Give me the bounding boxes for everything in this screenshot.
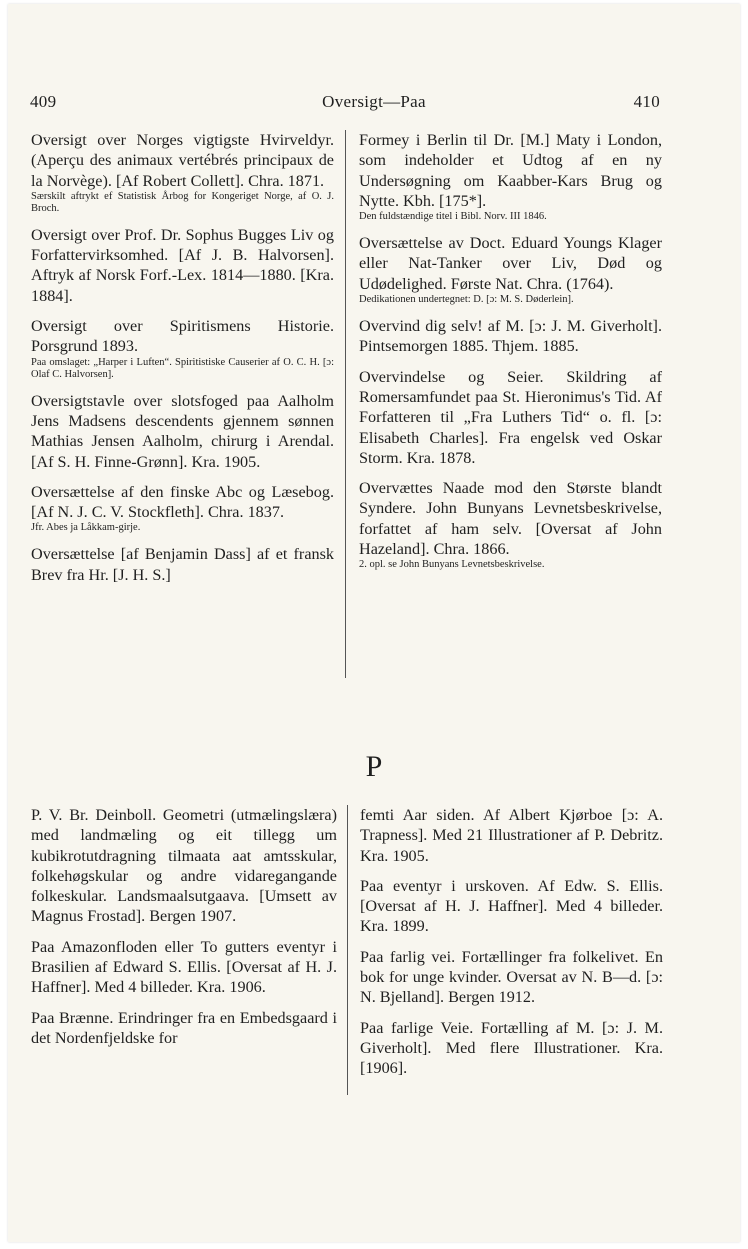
bibliography-entry	[359, 478, 662, 571]
bibliography-entry	[31, 391, 334, 472]
entry-text: Paa farlige Veie. Fortælling af M. [ɔ: J. M. Giverholt]. Med flere Illustrationer. Kra. [1906].	[360, 1018, 663, 1078]
top-left-column	[31, 130, 334, 595]
entry-text: femti Aar siden. Af Albert Kjørboe [ɔ: A. Trapness]. Med 21 Illustrationer af P. Debritz. Kra. 1905.	[360, 806, 663, 865]
entry-text: Overvættes Naade mod den Største blandt Syndere. John Bunyans Levnetsbeskrivelse, forfattet af ham selv. [Oversat af John Hazeland]. Chra. 1866.	[359, 479, 662, 559]
section-letter: P	[365, 750, 383, 783]
entry-text: Paa eventyr i urskoven. Af Edw. S. Ellis. [Oversat af H. J. Haffner]. Med 4 billeder. Kra. 1899.	[360, 876, 663, 936]
entry-text: Paa Amazonfloden eller To gutters eventyr i Brasilien af Edward S. Ellis. [Oversat af H. J. Haffner]. Med 4 billeder. Kra. 1906.	[31, 937, 337, 997]
entry-note: Paa omslaget: „Harper i Luften“. Spiritistiske Causerier af O. C. H. [ɔ: Olaf C. Halvorsen].	[31, 356, 334, 380]
entry-text: Oversættelse [af Benjamin Dass] af et fransk Brev fra Hr. [J. H. S.]	[31, 545, 334, 584]
entry-text: Oversigtstavle over slotsfoged paa Aalholm Jens Madsens descendents gjennem sønnen Mathias Jensen Aalholm, chirurg i Arendal. [Af S. H. Finne-Grønn]. Kra. 1905.	[31, 391, 334, 471]
bibliography-entry	[360, 1018, 663, 1079]
running-title: Oversigt—Paa	[322, 92, 426, 111]
top-right-column	[359, 130, 662, 581]
bibliography-entry	[31, 805, 337, 927]
bottom-right-column	[360, 805, 663, 1089]
bibliography-entry	[31, 482, 334, 535]
column-divider-bottom	[347, 805, 348, 1095]
entry-note: 2. opl. se John Bunyans Levnetsbeskrivelse.	[359, 559, 545, 571]
entry-text: Oversigt over Norges vigtigste Hvirveldyr. (Aperçu des animaux vertébrés principaux de la Norvège). [Af Robert Collett]. Chra. 1871.	[31, 131, 334, 190]
entry-text: Oversættelse av Doct. Eduard Youngs Klager eller Nat-Tanker over Liv, Død og Udødelighed. Første Nat. Chra. (1764).	[359, 234, 662, 293]
entry-text: Oversigt over Spiritismens Historie. Porsgrund 1893.	[31, 317, 334, 356]
entry-note: Dedikationen undertegnet: D. [ɔ: M. S. Døderlein].	[359, 294, 574, 306]
left-page-number: 409	[30, 92, 57, 111]
bibliography-entry	[31, 316, 334, 381]
bibliography-entry	[359, 367, 662, 468]
bibliography-entry	[360, 947, 663, 1008]
bibliography-entry	[31, 225, 334, 306]
bibliography-entry	[359, 130, 662, 223]
entry-text: Overvind dig selv! af M. [ɔ: J. M. Giverholt]. Pintsemorgen 1885. Thjem. 1885.	[359, 317, 662, 356]
entry-text: Formey i Berlin til Dr. [M.] Maty i London, som indeholder et Udtog af en ny Undersøgning om Kaabber-Kars Brug og Nytte. Kbh. [175*].	[359, 131, 662, 210]
right-page-number: 410	[633, 92, 660, 111]
column-divider-top	[345, 130, 346, 678]
bibliography-entry	[360, 876, 663, 937]
bibliography-entry	[31, 130, 334, 215]
entry-note: Den fuldstændige titel i Bibl. Norv. III 1846.	[359, 211, 547, 223]
bibliography-entry	[359, 233, 662, 306]
bibliography-entry	[31, 1008, 337, 1049]
entry-note: Jfr. Abes ja Låkkam-girje.	[31, 522, 141, 534]
bibliography-entry	[360, 805, 663, 866]
entry-text: Oversættelse af den finske Abc og Læsebog. [Af N. J. C. V. Stockfleth]. Chra. 1837.	[31, 482, 334, 522]
bibliography-entry	[359, 316, 662, 357]
entry-text: Overvindelse og Seier. Skildring af Romersamfundet paa St. Hieronimus's Tid. Af Forfatteren til „Fra Luthers Tid“ o. fl. [ɔ: Elisabeth Charles]. Fra engelsk ved Oskar Storm. Kra. 1878.	[359, 367, 662, 467]
entry-note: Særskilt aftrykt ef Statistisk Årbog for Kongeriget Norge, af O. J. Broch.	[31, 190, 334, 214]
bottom-left-column	[31, 805, 337, 1058]
bibliography-entry	[31, 937, 337, 998]
bibliography-entry	[31, 544, 334, 585]
entry-text: Paa Brænne. Erindringer fra en Embedsgaard i det Nordenfjeldske for	[31, 1008, 337, 1047]
entry-text: Oversigt over Prof. Dr. Sophus Bugges Liv og Forfattervirksomhed. [Af J. B. Halvorsen]. Aftryk af Norsk Forf.-Lex. 1814—1880. [Kra. 1884].	[31, 225, 334, 305]
entry-text: P. V. Br. Deinboll. Geometri (utmælingslæra) med landmæling og eit tillegg um kubikrotutdragning tilmaata aat amtsskular, folkehøgskular og andre vidaregangande folkeskular. Landsmaalsutgaava. [Umsett av Magnus Frostad]. Bergen 1907.	[31, 806, 337, 926]
entry-text: Paa farlig vei. Fortællinger fra folkelivet. En bok for unge kvinder. Oversat av N. B—d. [ɔ: N. Bjelland]. Bergen 1912.	[360, 947, 663, 1007]
